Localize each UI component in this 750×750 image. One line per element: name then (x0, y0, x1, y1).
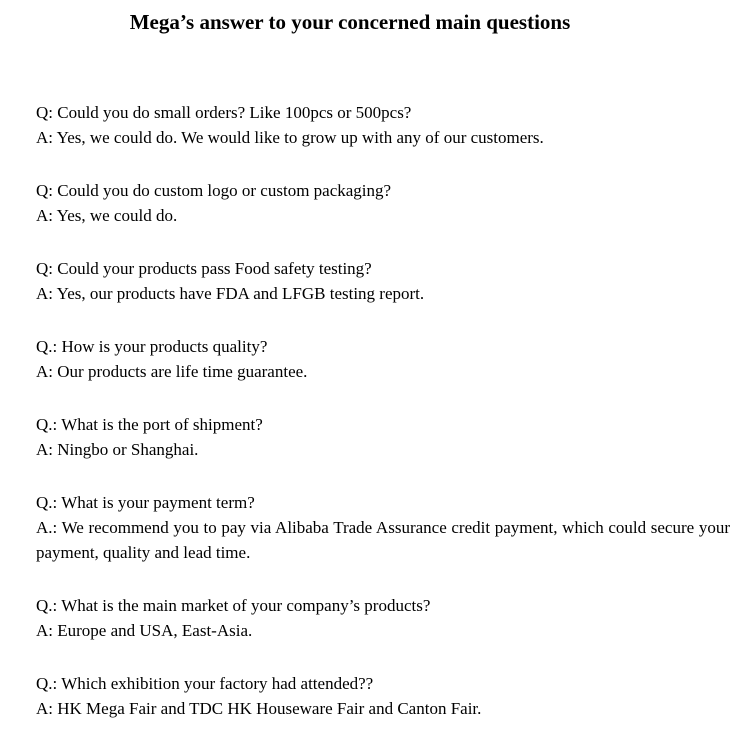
faq-item (36, 412, 730, 462)
faq-item (36, 671, 730, 721)
faq-question: Q: Could you do small orders? Like 100pcs or 500pcs? (36, 103, 412, 122)
faq-item (36, 593, 730, 643)
faq-question: Q.: Which exhibition your factory had attended?? (36, 674, 374, 693)
faq-question: Q.: What is your payment term? (36, 493, 255, 512)
faq-item (36, 178, 730, 228)
page-title: Mega’s answer to your concerned main questions (129, 10, 571, 34)
faq-question: Q.: How is your products quality? (36, 337, 268, 356)
faq-list (36, 100, 730, 749)
faq-answer: A: Yes, we could do. We would like to grow up with any of our customers. (36, 128, 544, 147)
faq-item (36, 256, 730, 306)
faq-answer: A: Yes, our products have FDA and LFGB testing report. (36, 284, 425, 303)
faq-answer: A: Our products are life time guarantee. (36, 362, 308, 381)
faq-question: Q.: What is the port of shipment? (36, 415, 263, 434)
faq-answer: A: HK Mega Fair and TDC HK Houseware Fair and Canton Fair. (36, 699, 482, 718)
faq-question: Q.: What is the main market of your company’s products? (36, 596, 431, 615)
faq-question: Q: Could you do custom logo or custom packaging? (36, 181, 392, 200)
faq-answer: A: Europe and USA, East-Asia. (36, 621, 253, 640)
faq-item (36, 334, 730, 384)
faq-answer: A.: We recommend you to pay via Alibaba Trade Assurance credit payment, which could secure your payment, quality and lead time. (36, 518, 730, 562)
faq-item (36, 100, 730, 150)
faq-answer: A: Ningbo or Shanghai. (36, 440, 199, 459)
faq-answer: A: Yes, we could do. (36, 206, 178, 225)
faq-item (36, 490, 730, 565)
faq-question: Q: Could your products pass Food safety testing? (36, 259, 372, 278)
